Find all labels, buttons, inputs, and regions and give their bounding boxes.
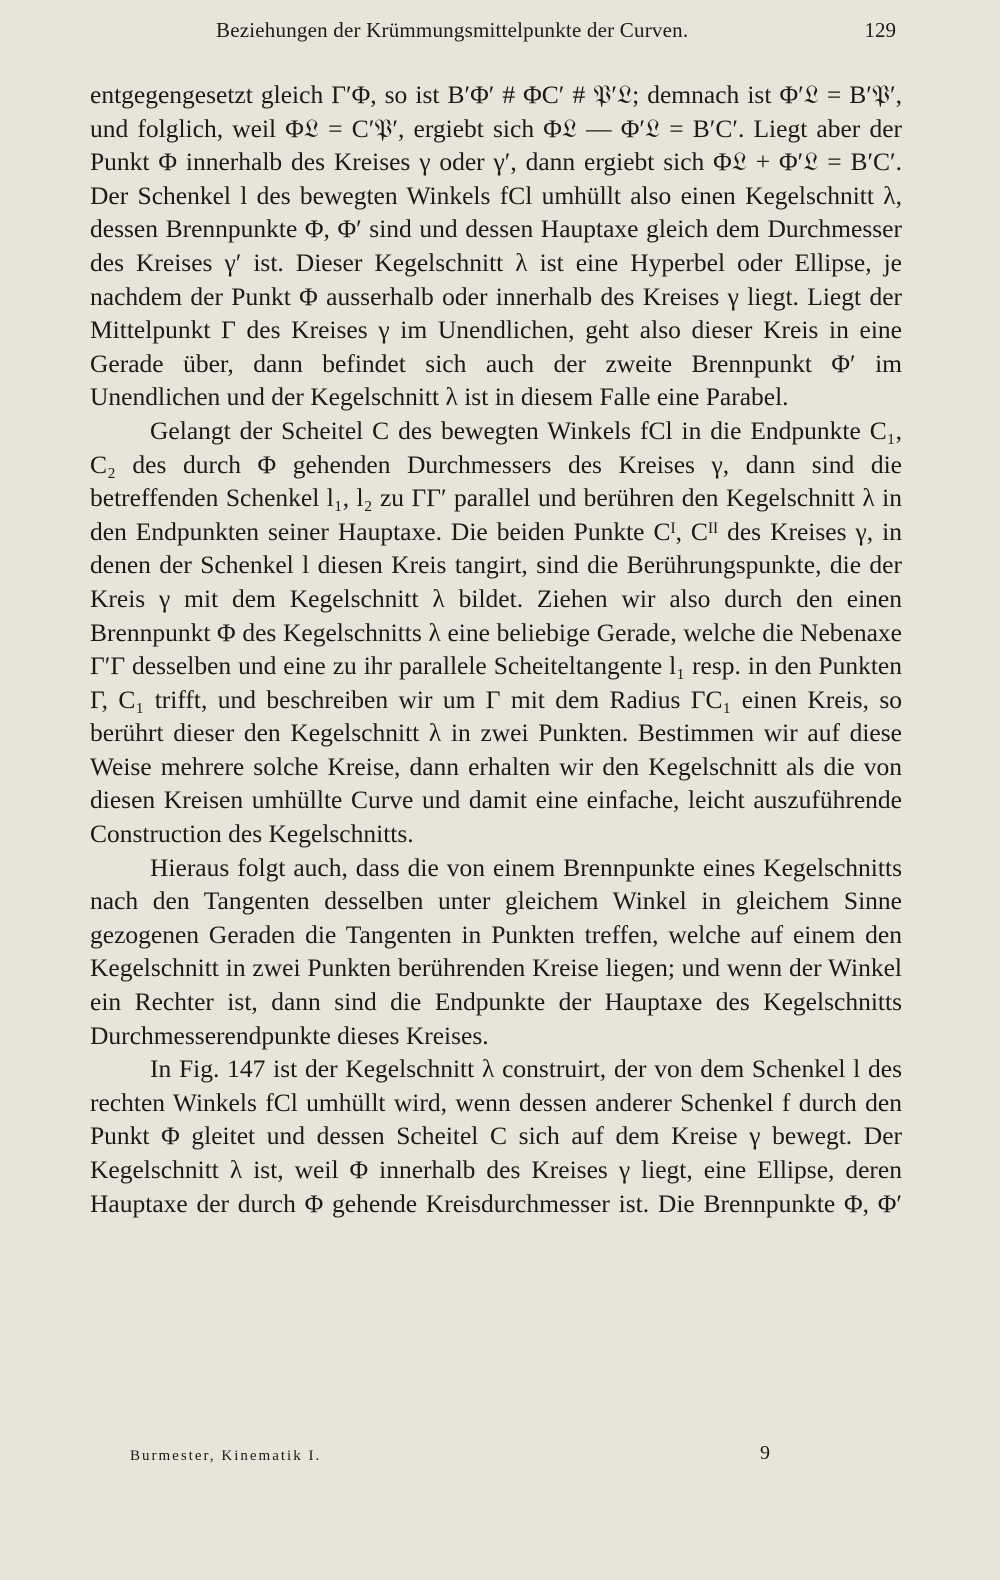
page-footer [130,1442,790,1478]
paragraph-3: Hieraus folgt auch, dass die von einem Brennpunkte eines Kegelschnitts nach den Tangenten desselben unter gleichem Winkel in gleichem Sinne gezogenen Geraden die Tangenten in Punkten treffen, welche auf einem den Kegelschnitt in zwei Punkten berührenden Kreise liegen; und wenn der Winkel ein Rechter ist, dann sind die Endpunkte der Hauptaxe des Kegelschnitts Durchmesserendpunkte dieses Kreises. [90,852,902,1050]
body-text [90,78,902,1220]
signature-mark: Burmester, Kinematik I. [130,1448,322,1464]
sheet-number: 9 [760,1442,770,1464]
paragraph-1: entgegengesetzt gleich Γ′Φ, so ist B′Φ′ # ΦC′ # 𝔓′𝔏; demnach ist Φ′𝔏 = B′𝔓′, und folglich, weil Φ𝔏 = C′𝔓′, ergiebt sich Φ𝔏 — Φ′𝔏 = B′C′. Liegt aber der Punkt Φ innerhalb des Kreises γ oder γ′, dann ergiebt sich Φ𝔏 + Φ′𝔏 = B′C′. Der Schenkel l des bewegten Winkels fCl umhüllt also einen Kegelschnitt λ, dessen Brennpunkte Φ, Φ′ sind und dessen Hauptaxe gleich dem Durchmesser des Kreises γ′ ist. Dieser Kegelschnitt λ ist eine Hyperbel oder Ellipse, je nachdem der Punkt Φ ausserhalb oder innerhalb des Kreises γ liegt. Liegt der Mittelpunkt Γ des Kreises γ im Unendlichen, geht also dieser Kreis in eine Gerade über, dann befindet sich auch der zweite Brennpunkt Φ′ im Unendlichen und der Kegelschnitt λ ist in diesem Falle eine Parabel. [90,80,902,412]
running-head [216,18,896,48]
paragraph-4: In Fig. 147 ist der Kegelschnitt λ construirt, der von dem Schenkel l des rechten Winkels fCl umhüllt wird, wenn dessen anderer Schenkel f durch den Punkt Φ gleitet und dessen Scheitel C sich auf dem Kreise γ bewegt. Der Kegelschnitt λ ist, weil Φ innerhalb des Kreises γ liegt, eine Ellipse, deren Hauptaxe der durch Φ gehende Kreisdurchmesser ist. Die Brennpunkte Φ, Φ′ [90,1054,902,1218]
page-number: 129 [864,18,896,42]
running-head-title: Beziehungen der Krümmungsmittelpunkte der Curven. [216,18,689,42]
paragraph-2: Gelangt der Scheitel C des bewegten Winkels fCl in die Endpunkte C₁, C₂ des durch Φ gehenden Durchmessers des Kreises γ, dann sind die betreffenden Schenkel l₁, l₂ zu ΓΓ′ parallel und berühren den Kegelschnitt λ in den Endpunkten seiner Hauptaxe. Die beiden Punkte Cᴵ, Cᴵᴵ des Kreises γ, in denen der Schenkel l diesen Kreis tangirt, sind die Berührungspunkte, die der Kreis γ mit dem Kegelschnitt λ bildet. Ziehen wir also durch den einen Brennpunkt Φ des Kegelschnitts λ eine beliebige Gerade, welche die Nebenaxe Γ′Γ desselben und eine zu ihr parallele Scheiteltangente l₁ resp. in den Punkten Γ, C₁ trifft, und beschreiben wir um Γ mit dem Radius ΓC₁ einen Kreis, so berührt dieser den Kegelschnitt λ in zwei Punkten. Bestimmen wir auf diese Weise mehrere solche Kreise, dann erhalten wir den Kegelschnitt als die von diesen Kreisen umhüllte Curve und damit eine einfache, leicht auszuführende Construction des Kegelschnitts. [90,415,902,849]
